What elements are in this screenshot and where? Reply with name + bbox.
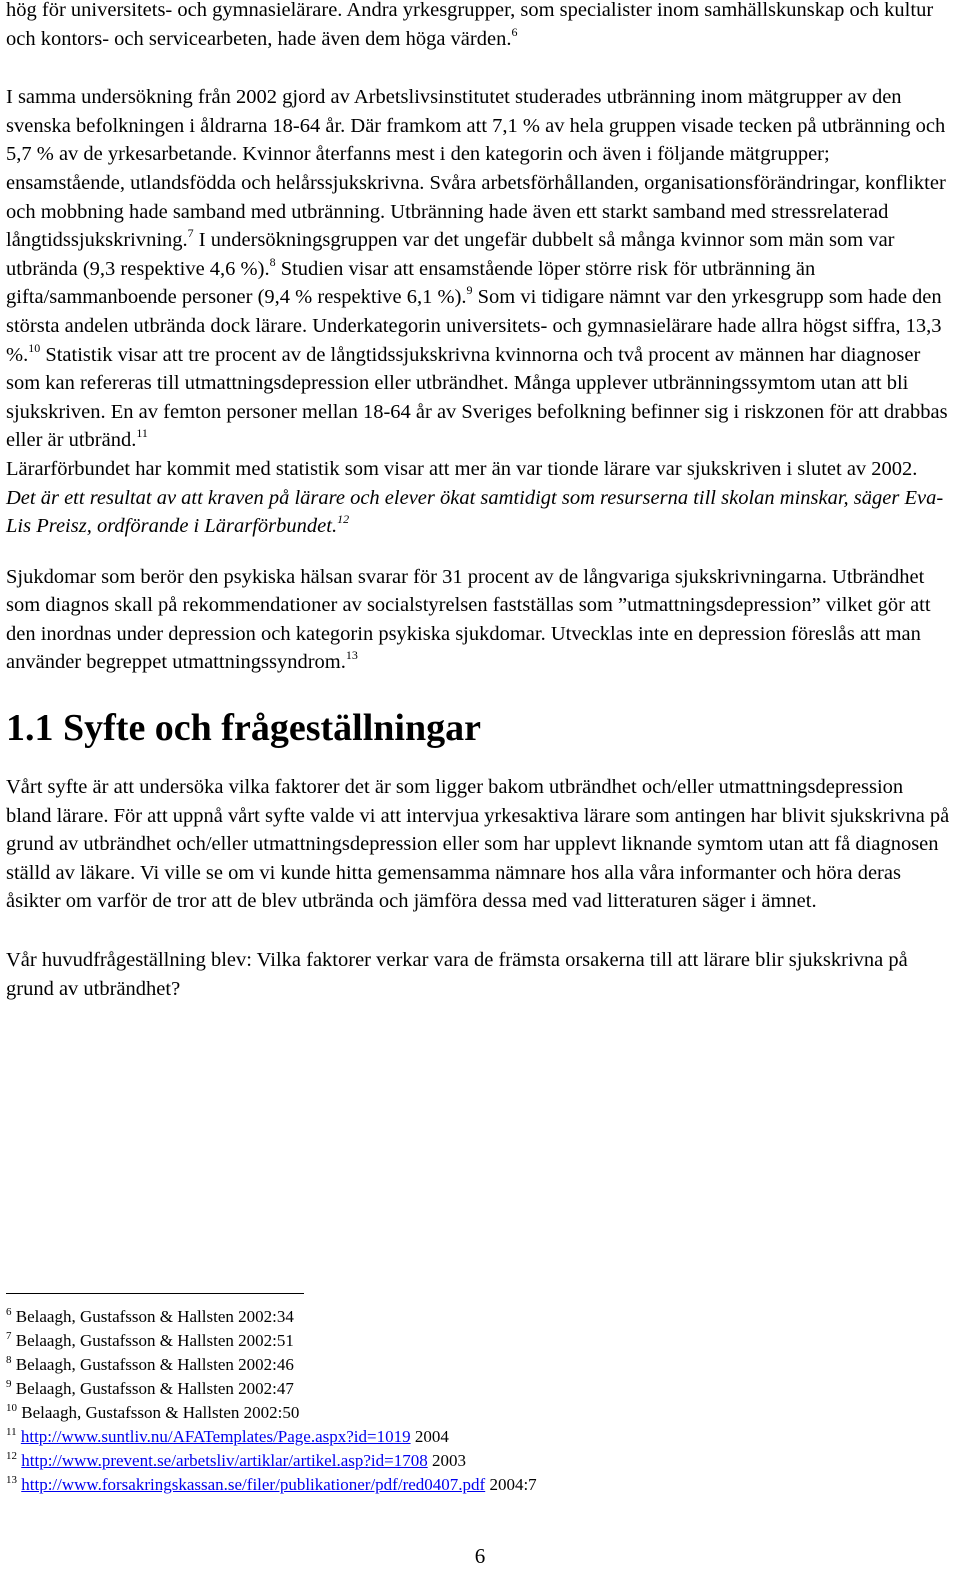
footnote-11: $^{11}$ http://www.suntliv.nu/AFATemplates/Page.aspx?id=1019 2004 <box>6 1426 449 1446</box>
footnote-ref-7[interactable]: 7 <box>187 226 194 241</box>
footnote-link-13[interactable]: http://www.forsakringskassan.se/filer/publikationer/pdf/red0407.pdf <box>21 1475 486 1494</box>
paragraph-1: hög för universitets- och gymnasielärare. Andra yrkesgrupper, som specialister inom samhällskunskap och kultur och kontors- och servicearbeten, hade även dem höga värden.$^6$ <box>6 0 934 50</box>
paragraph-6: Vår huvudfrågeställning blev: Vilka faktorer verkar vara de främsta orsakerna till att lärare blir sjukskrivna på grund av utbrändhet? <box>6 949 908 1000</box>
paragraph-5: Vårt syfte är att undersöka vilka faktorer det är som ligger bakom utbrändhet och/eller utmattningsdepression bland lärare. För att uppnå vårt syfte valde vi att intervjua yrkesaktiva lärare som antingen har blivit sjukskrivna på grund av utbrändhet och/eller utmattningsdepression eller som har upplevt liknande symtom utan att få diagnosen ställd av läkare. Vi ville se om vi kunde hitta gemensamma nämnare hos alla våra informanter och höra deras åsikter om varför de tror att de blev utbrända och jämföra dessa med vad litteraturen säger i ämnet. <box>6 776 950 913</box>
footnote-13: $^{13}$ http://www.forsakringskassan.se/filer/publikationer/pdf/red0407.pdf 2004:7 <box>6 1474 537 1494</box>
footnote-6: $^6$ Belaagh, Gustafsson & Hallsten 2002:34 <box>6 1306 294 1326</box>
footnote-ref-10[interactable]: 10 <box>28 340 41 355</box>
footnote-8: $^8$ Belaagh, Gustafsson & Hallsten 2002:46 <box>6 1354 294 1374</box>
quote-text: Det är ett resultat av att kraven på lärare och elever ökat samtidigt som resurserna till skolan minskar, säger Eva-Lis Preisz, ordförande i Lärarförbundet. <box>6 486 944 538</box>
footnote-ref-8[interactable]: 8 <box>269 254 276 269</box>
footnote-link-11[interactable]: http://www.suntliv.nu/AFATemplates/Page.aspx?id=1019 <box>20 1427 411 1446</box>
footnote-12: $^{12}$ http://www.prevent.se/arbetsliv/artiklar/artikel.asp?id=1708 2003 <box>6 1450 466 1470</box>
footnote-10: $^{10}$ Belaagh, Gustafsson & Hallsten 2002:50 <box>6 1402 300 1422</box>
paragraph-4: Sjukdomar som berör den psykiska hälsan svarar för 31 procent av de långvariga sjukskrivningarna. Utbrändhet som diagnos skall på rekommendationer av socialstyrelsen fastställas som ”utmattningsdepression” vilket gör att den inordnas under depression och kategorin psykiska sjukdomar. Utvecklas inte en depression föreslås att man använder begreppet utmattningssyndrom.$^{13}$ <box>6 565 931 674</box>
document-page <box>6 0 952 1003</box>
footnote-ref-6[interactable]: 6 <box>511 24 518 39</box>
page-number: 6 <box>474 1544 486 1568</box>
paragraph-3: Lärarförbundet har kommit med statistik som visar att mer än var tionde lärare var sjukskriven i slutet av 2002. Det är ett resultat av att kraven på lärare och elever ökat samtidigt som resurserna till skolan minskar, säger Eva-Lis Preisz, ordförande i Lärarförbundet.$^{12}$ <box>6 457 944 538</box>
footnote-7: $^7$ Belaagh, Gustafsson & Hallsten 2002:51 <box>6 1330 294 1350</box>
footnote-9: $^9$ Belaagh, Gustafsson & Hallsten 2002:47 <box>6 1378 294 1398</box>
footnotes <box>6 1305 906 1497</box>
section-heading: 1.1 Syfte och frågeställningar <box>6 707 481 750</box>
footnote-ref-9[interactable]: 9 <box>466 283 473 298</box>
footnote-ref-12[interactable]: 12 <box>337 512 350 527</box>
footnote-ref-11[interactable]: 11 <box>136 426 148 441</box>
footnote-separator <box>6 1293 304 1294</box>
footnote-link-12[interactable]: http://www.prevent.se/arbetsliv/artiklar/artikel.asp?id=1708 <box>21 1451 428 1470</box>
paragraph-2: I samma undersökning från 2002 gjord av Arbetslivsinstitutet studerades utbränning inom mätgrupper av den svenska befolkningen i åldrarna 18-64 år. Där framkom att 7,1 % av hela gruppen visade tecken på utbränning och 5,7 % av de yrkesarbetande. Kvinnor återfanns mest i den kategorin och även i följande mätgrupper; ensamstående, utlandsfödda och helårssjukskrivna. Svåra arbetsförhållanden, organisationsförändringar, konflikter och mobbning hade samband med utbränning. Utbränning hade även ett starkt samband med stressrelaterad långtidssjukskrivning.$^7$ I undersökningsgruppen var det ungefär dubbelt så många kvinnor som män som var utbrända (9,3 respektive 4,6 %).$^8$ Studien visar att ensamstående löper större risk för utbränning än gifta/sammanboende personer (9,4 % respektive 6,1 %).$^9$ Som vi tidigare nämnt var den yrkesgrupp som hade den största andelen utbrända dock lärare. Underkategorin universitets- och gymnasielärare hade allra högst siffra, 13,3 %.$^{10}$ Statistik visar att tre procent av de långtidssjukskrivna kvinnorna och två procent av männen har diagnoser som kan refereras till utmattningsdepression eller utbrändhet. Många upplever utbränningssymtom utan att bli sjukskriven. En av femton personer mellan 18-64 år av Sveriges befolkning befinner sig i riskzonen för att drabbas eller är utbränd.$^{11}$ <box>6 86 948 452</box>
footnote-ref-13[interactable]: 13 <box>345 648 358 663</box>
